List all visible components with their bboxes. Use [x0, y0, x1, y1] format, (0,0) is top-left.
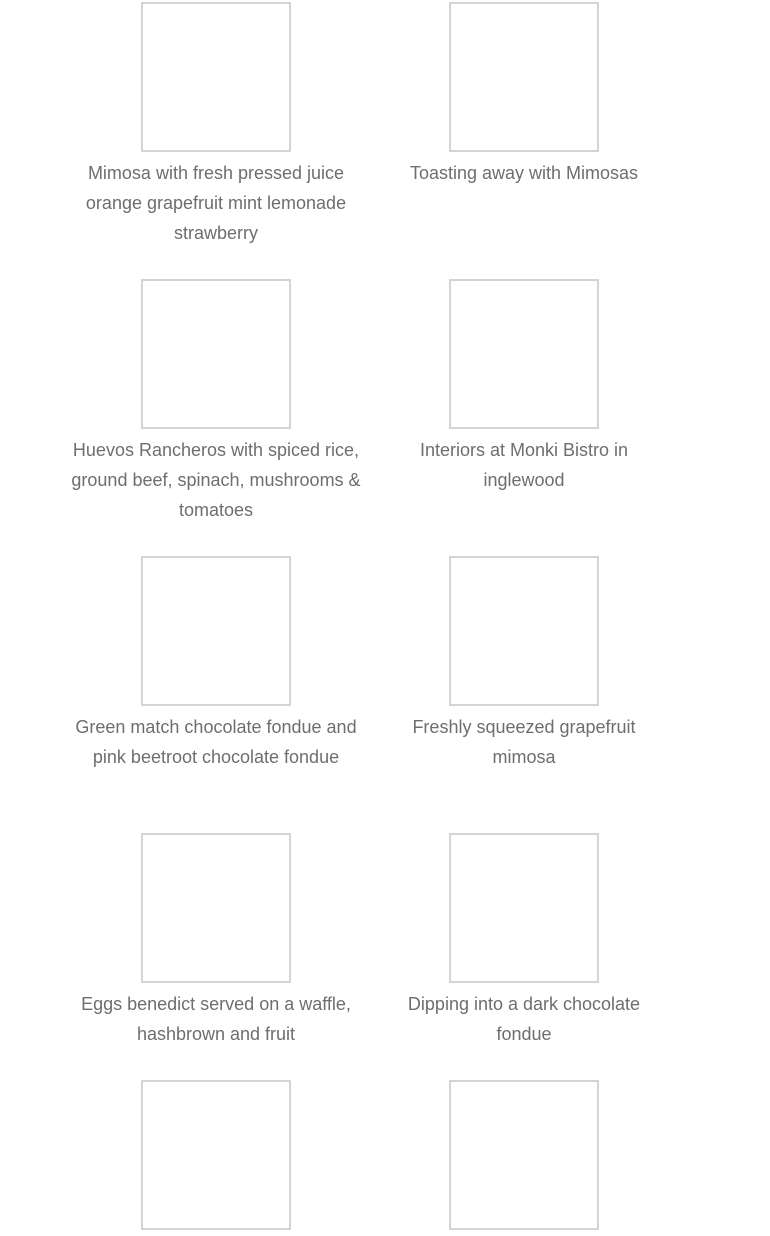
gallery-thumbnail[interactable] [141, 279, 291, 429]
gallery-item[interactable] [374, 556, 674, 772]
gallery-item[interactable] [374, 1080, 674, 1236]
gallery-item[interactable] [66, 1080, 366, 1236]
gallery-item[interactable] [66, 833, 366, 1049]
gallery-item[interactable] [66, 2, 366, 248]
gallery-caption: Eggs benedict served on a waffle, hashbrown and fruit [81, 994, 351, 1044]
gallery-thumbnail[interactable] [449, 279, 599, 429]
gallery-thumbnail[interactable] [449, 1080, 599, 1230]
gallery-caption: Freshly squeezed grapefruit mimosa [412, 717, 636, 767]
gallery-caption: Huevos Rancheros with spiced rice, ground beef, spinach, mushrooms & tomatoes [71, 440, 361, 520]
gallery-item[interactable] [374, 833, 674, 1049]
gallery-caption: Green match chocolate fondue and pink beetroot chocolate fondue [75, 717, 357, 767]
gallery-thumbnail[interactable] [449, 556, 599, 706]
gallery-item[interactable] [66, 279, 366, 525]
gallery-caption: Mimosa with fresh pressed juice orange grapefruit mint lemonade strawberry [85, 163, 347, 243]
gallery-item[interactable] [374, 2, 674, 188]
gallery-caption: Dipping into a dark chocolate fondue [407, 994, 641, 1044]
gallery-caption: Toasting away with Mimosas [409, 163, 639, 183]
gallery-item[interactable] [374, 279, 674, 495]
gallery-thumbnail[interactable] [449, 2, 599, 152]
gallery-caption: Interiors at Monki Bistro in inglewood [419, 440, 629, 490]
gallery-thumbnail[interactable] [141, 833, 291, 983]
gallery-thumbnail[interactable] [141, 556, 291, 706]
gallery-thumbnail[interactable] [141, 2, 291, 152]
gallery-thumbnail[interactable] [141, 1080, 291, 1230]
gallery-item[interactable] [66, 556, 366, 772]
gallery-thumbnail[interactable] [449, 833, 599, 983]
